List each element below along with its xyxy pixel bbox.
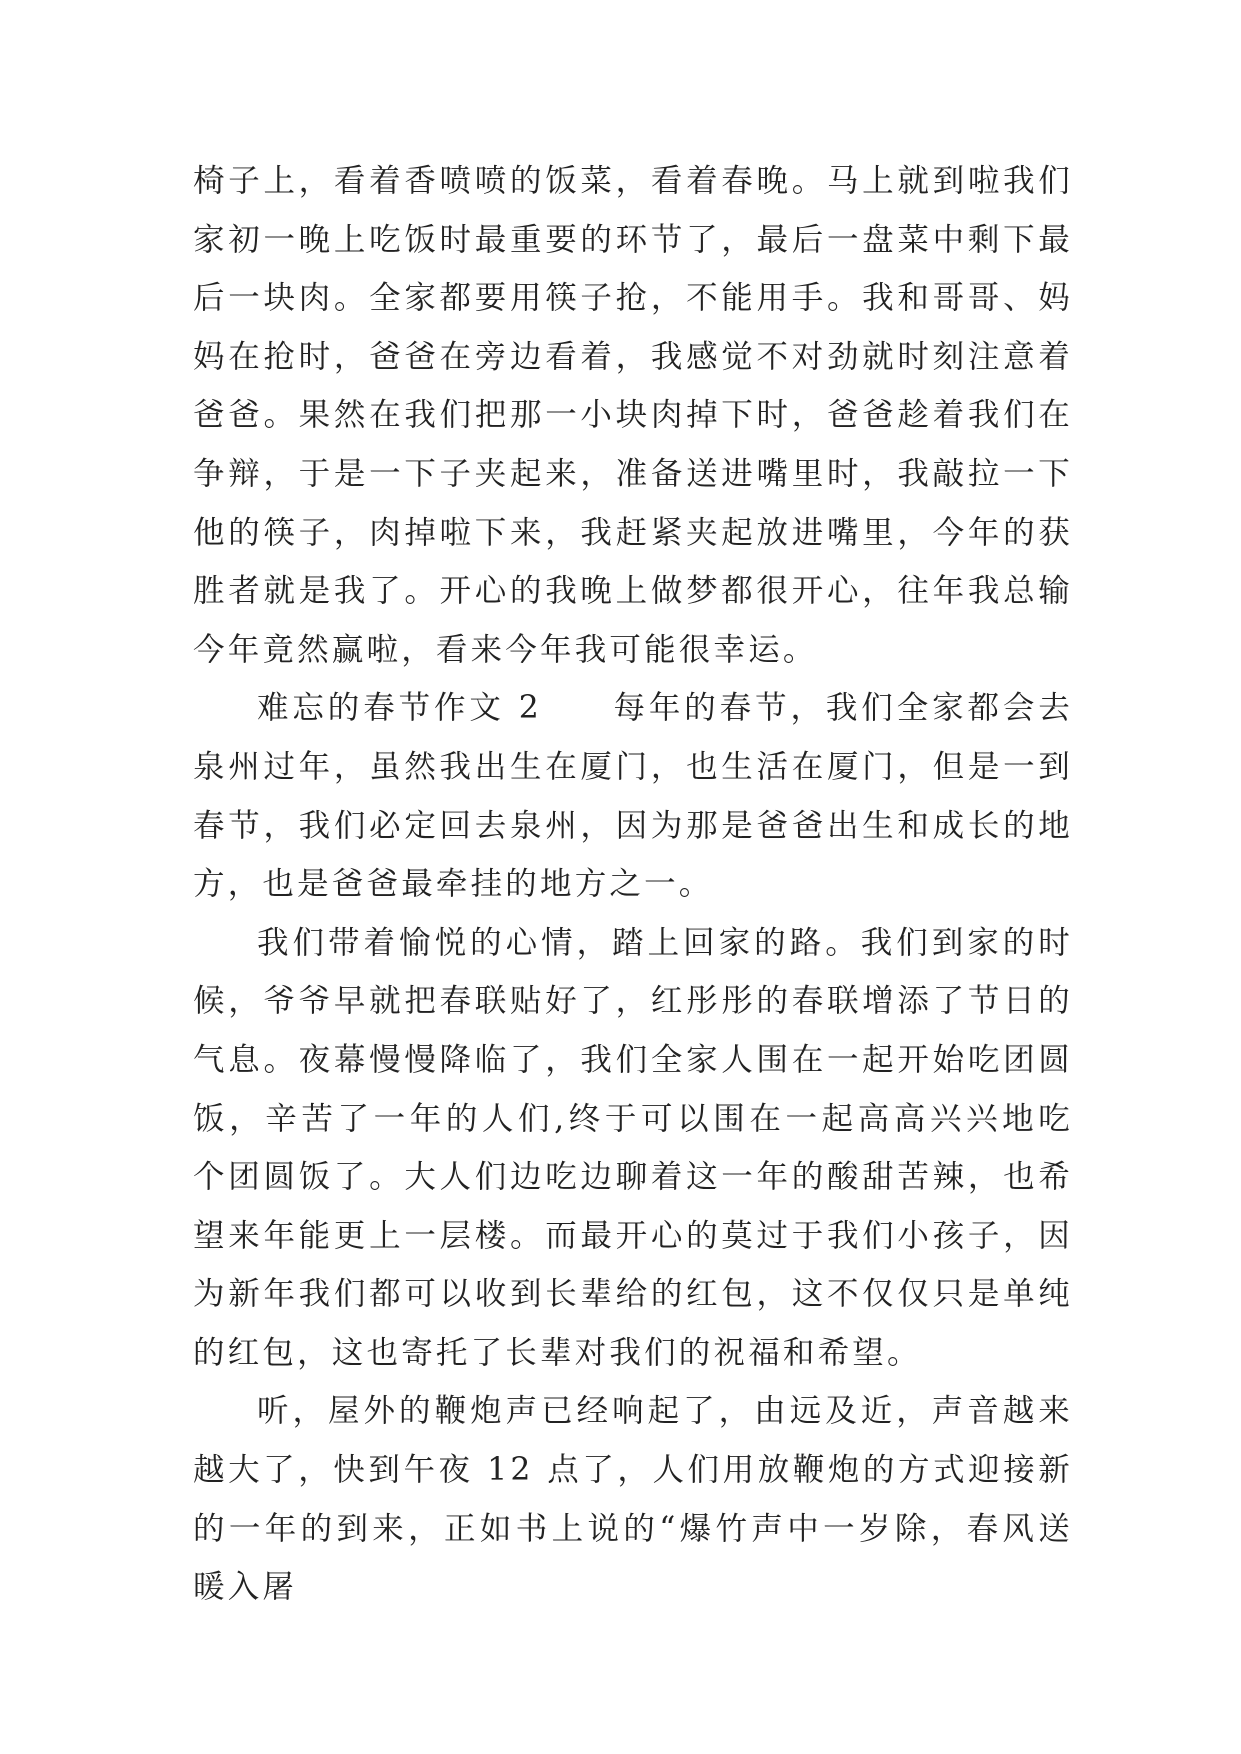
paragraph-1: 椅子上，看着香喷喷的饭菜，看着春晚。马上就到啦我们家初一晚上吃饭时最重要的环节了，最后一盘菜中剩下最后一块肉。全家都要用筷子抢，不能用手。我和哥哥、妈妈在抢时，爸爸在旁边看着，我感觉不对劲就时刻注意着爸爸。果然在我们把那一小块肉掉下时，爸爸趁着我们在争辩，于是一下子夹起来，准备送进嘴里时，我敲拉一下他的筷子，肉掉啦下来，我赶紧夹起放进嘴里，今年的获胜者就是我了。开心的我晚上做梦都很开心，往年我总输今年竟然赢啦，看来今年我可能很幸运。 [193,163,1073,668]
paragraph-4: 听，屋外的鞭炮声已经响起了，由远及近，声音越来越大了，快到午夜 12 点了，人们用放鞭炮的方式迎接新的一年的到来，正如书上说的“爆竹声中一岁除，春风送暖入屠 [193,1393,1073,1606]
paragraph-3: 我们带着愉悦的心情，踏上回家的路。我们到家的时候，爷爷早就把春联贴好了，红彤彤的春联增添了节日的气息。夜幕慢慢降临了，我们全家人围在一起开始吃团圆饭，辛苦了一年的人们,终于可以围在一起高高兴兴地吃个团圆饭了。大人们边吃边聊着这一年的酸甜苦辣，也希望来年能更上一层楼。而最开心的莫过于我们小孩子，因为新年我们都可以收到长辈给的红包，这不仅仅只是单纯的红包，这也寄托了长辈对我们的祝福和希望。 [193,924,1073,1371]
document-body [193,152,1073,1617]
paragraph-2: 难忘的春节作文 2 每年的春节，我们全家都会去泉州过年，虽然我出生在厦门，也生活在厦门，但是一到春节，我们必定回去泉州，因为那是爸爸出生和成长的地方，也是爸爸最牵挂的地方之一。 [193,690,1073,903]
